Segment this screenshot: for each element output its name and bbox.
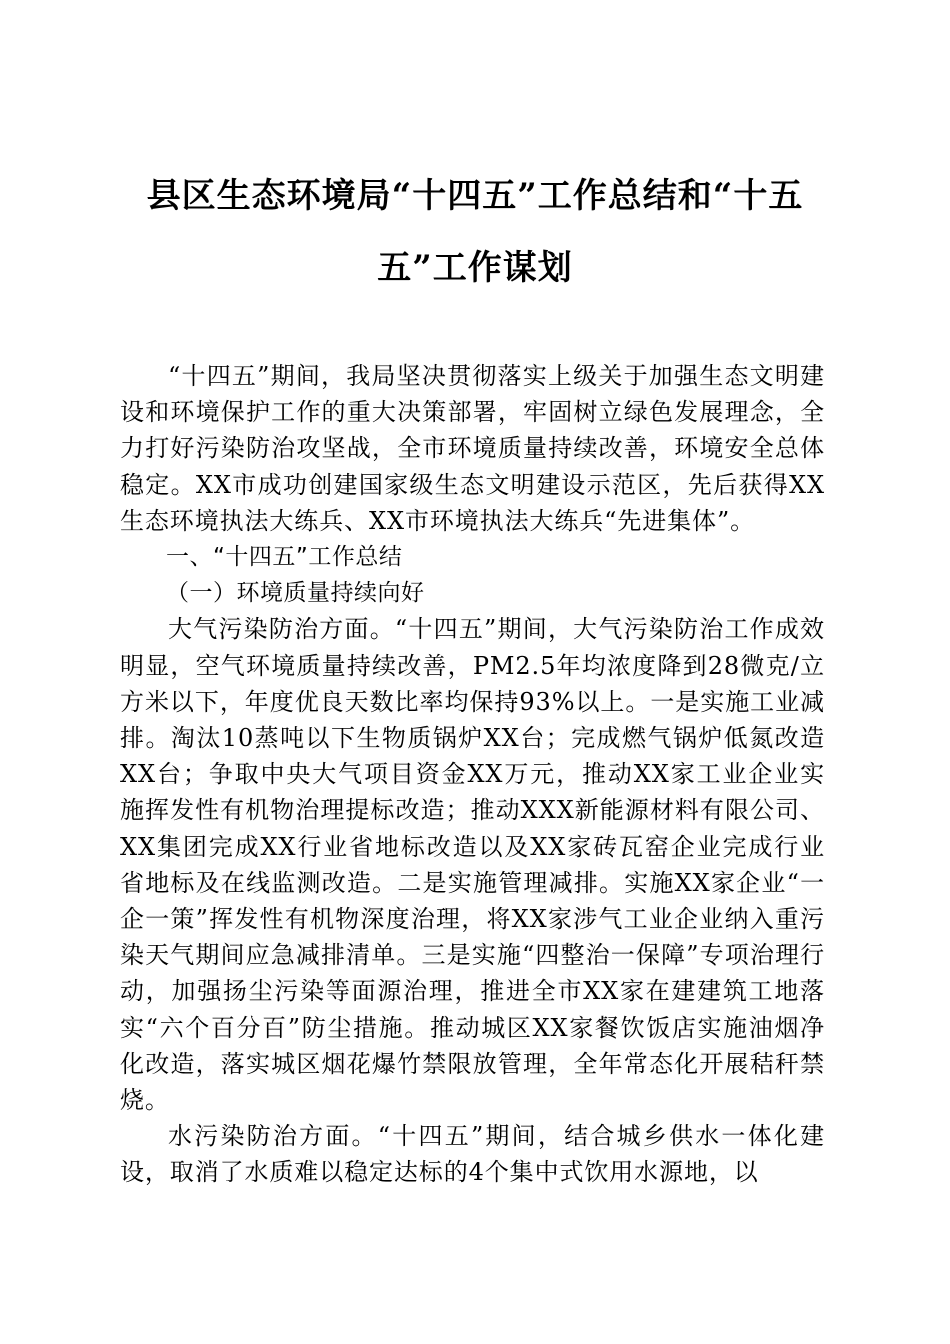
- section-heading-summary: 一、“十四五”工作总结: [166, 544, 403, 571]
- title-line-1: 县区生态环境局“十四五”工作总结和“十五: [146, 176, 804, 216]
- document-body: [120, 358, 825, 1191]
- subsection-heading-environment-quality: （一）环境质量持续向好: [166, 580, 425, 607]
- title-line-2: 五”工作谋划: [377, 248, 573, 288]
- document-title: [110, 160, 840, 304]
- intro-paragraph: “十四五”期间，我局坚决贯彻落实上级关于加强生态文明建设和环境保护工作的重大决策部署，牢固树立绿色发展理念，全力打好污染防治攻坚战，全市环境质量持续改善，环境安全总体稳定。XX市成功创建国家级生态文明建设示范区，先后获得XX生态环境执法大练兵、XX市环境执法大练兵“先进集体”。: [120, 362, 825, 535]
- air-pollution-paragraph: 大气污染防治方面。“十四五”期间，大气污染防治工作成效明显，空气环境质量持续改善，PM2.5年均浓度降到28微克/立方米以下，年度优良天数比率均保持93%以上。一是实施工业减排。淘汰10蒸吨以下生物质锅炉XX台；完成燃气锅炉低氮改造XX台；争取中央大气项目资金XX万元，推动XX家工业企业实施挥发性有机物治理提标改造；推动XXX新能源材料有限公司、XX集团完成XX行业省地标改造以及XX家砖瓦窑企业完成行业省地标及在线监测改造。二是实施管理减排。实施XX家企业“一企一策”挥发性有机物深度治理，将XX家涉气工业企业纳入重污染天气期间应急减排清单。三是实施“四整治一保障”专项治理行动，加强扬尘污染等面源治理，推进全市XX家在建建筑工地落实“六个百分百”防尘措施。推动城区XX家餐饮饭店实施油烟净化改造，落实城区烟花爆竹禁限放管理，全年常态化开展秸秆禁烧。: [120, 615, 825, 1115]
- water-pollution-paragraph: 水污染防治方面。“十四五”期间，结合城乡供水一体化建设，取消了水质难以稳定达标的4个集中式饮用水源地，以: [120, 1122, 825, 1187]
